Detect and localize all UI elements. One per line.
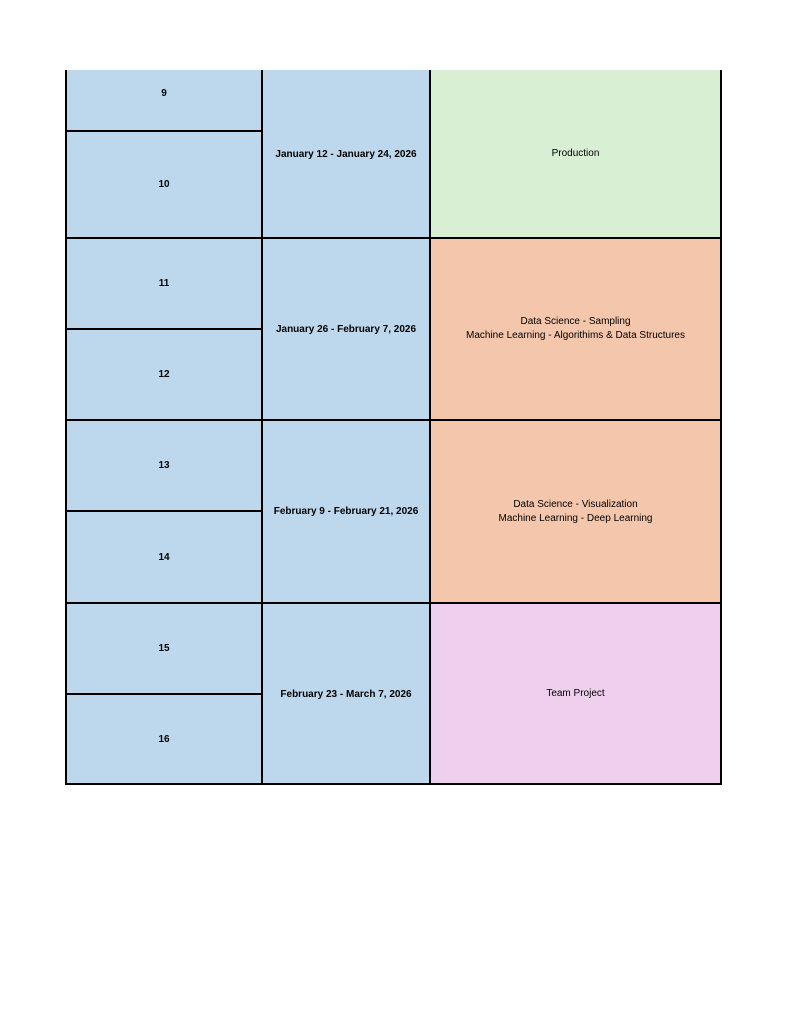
date-range: February 23 - March 7, 2026 bbox=[280, 688, 412, 700]
topic-line: Machine Learning - Deep Learning bbox=[498, 512, 653, 524]
week-number: 14 bbox=[158, 551, 170, 563]
week-number: 15 bbox=[158, 643, 170, 654]
week-cell bbox=[65, 420, 263, 511]
date-range: January 26 - February 7, 2026 bbox=[275, 323, 417, 335]
date-range-cell bbox=[263, 603, 431, 785]
week-number: 12 bbox=[158, 369, 170, 380]
week-cell bbox=[65, 694, 263, 785]
topic-cell bbox=[431, 238, 722, 420]
topic-cell bbox=[431, 70, 722, 238]
topic-line: Machine Learning - Algorithims & Data Structures bbox=[466, 330, 685, 341]
week-divider-line bbox=[65, 510, 263, 512]
week-cell bbox=[65, 70, 263, 131]
week-cell bbox=[65, 603, 263, 694]
topic-line: Data Science - Sampling bbox=[520, 316, 631, 327]
topic-line: Team Project bbox=[546, 688, 605, 699]
week-cell bbox=[65, 511, 263, 603]
date-range-cell bbox=[263, 238, 431, 420]
date-range: February 9 - February 21, 2026 bbox=[273, 506, 419, 517]
week-divider-line bbox=[65, 328, 263, 330]
week-cell bbox=[65, 131, 263, 238]
date-range-cell bbox=[263, 420, 431, 603]
week-number: 11 bbox=[158, 278, 170, 289]
row-divider-line bbox=[65, 237, 722, 239]
topic-cell bbox=[431, 603, 722, 785]
topic-line: Data Science - Visualization bbox=[513, 498, 638, 510]
week-divider-line bbox=[65, 130, 263, 132]
week-cell bbox=[65, 329, 263, 420]
row-divider-line bbox=[65, 602, 722, 604]
schedule-table bbox=[65, 70, 722, 785]
week-number: 10 bbox=[158, 179, 170, 190]
week-number: 16 bbox=[158, 734, 170, 745]
week-divider-line bbox=[65, 693, 263, 695]
date-range: January 12 - January 24, 2026 bbox=[275, 148, 417, 160]
topic-cell bbox=[431, 420, 722, 603]
row-divider-line bbox=[65, 419, 722, 421]
week-number: 13 bbox=[158, 460, 170, 471]
table-bottom-border bbox=[65, 783, 722, 785]
week-cell bbox=[65, 238, 263, 329]
topic-line: Production bbox=[551, 148, 600, 159]
week-number: 9 bbox=[161, 88, 167, 99]
date-range-cell bbox=[263, 70, 431, 238]
